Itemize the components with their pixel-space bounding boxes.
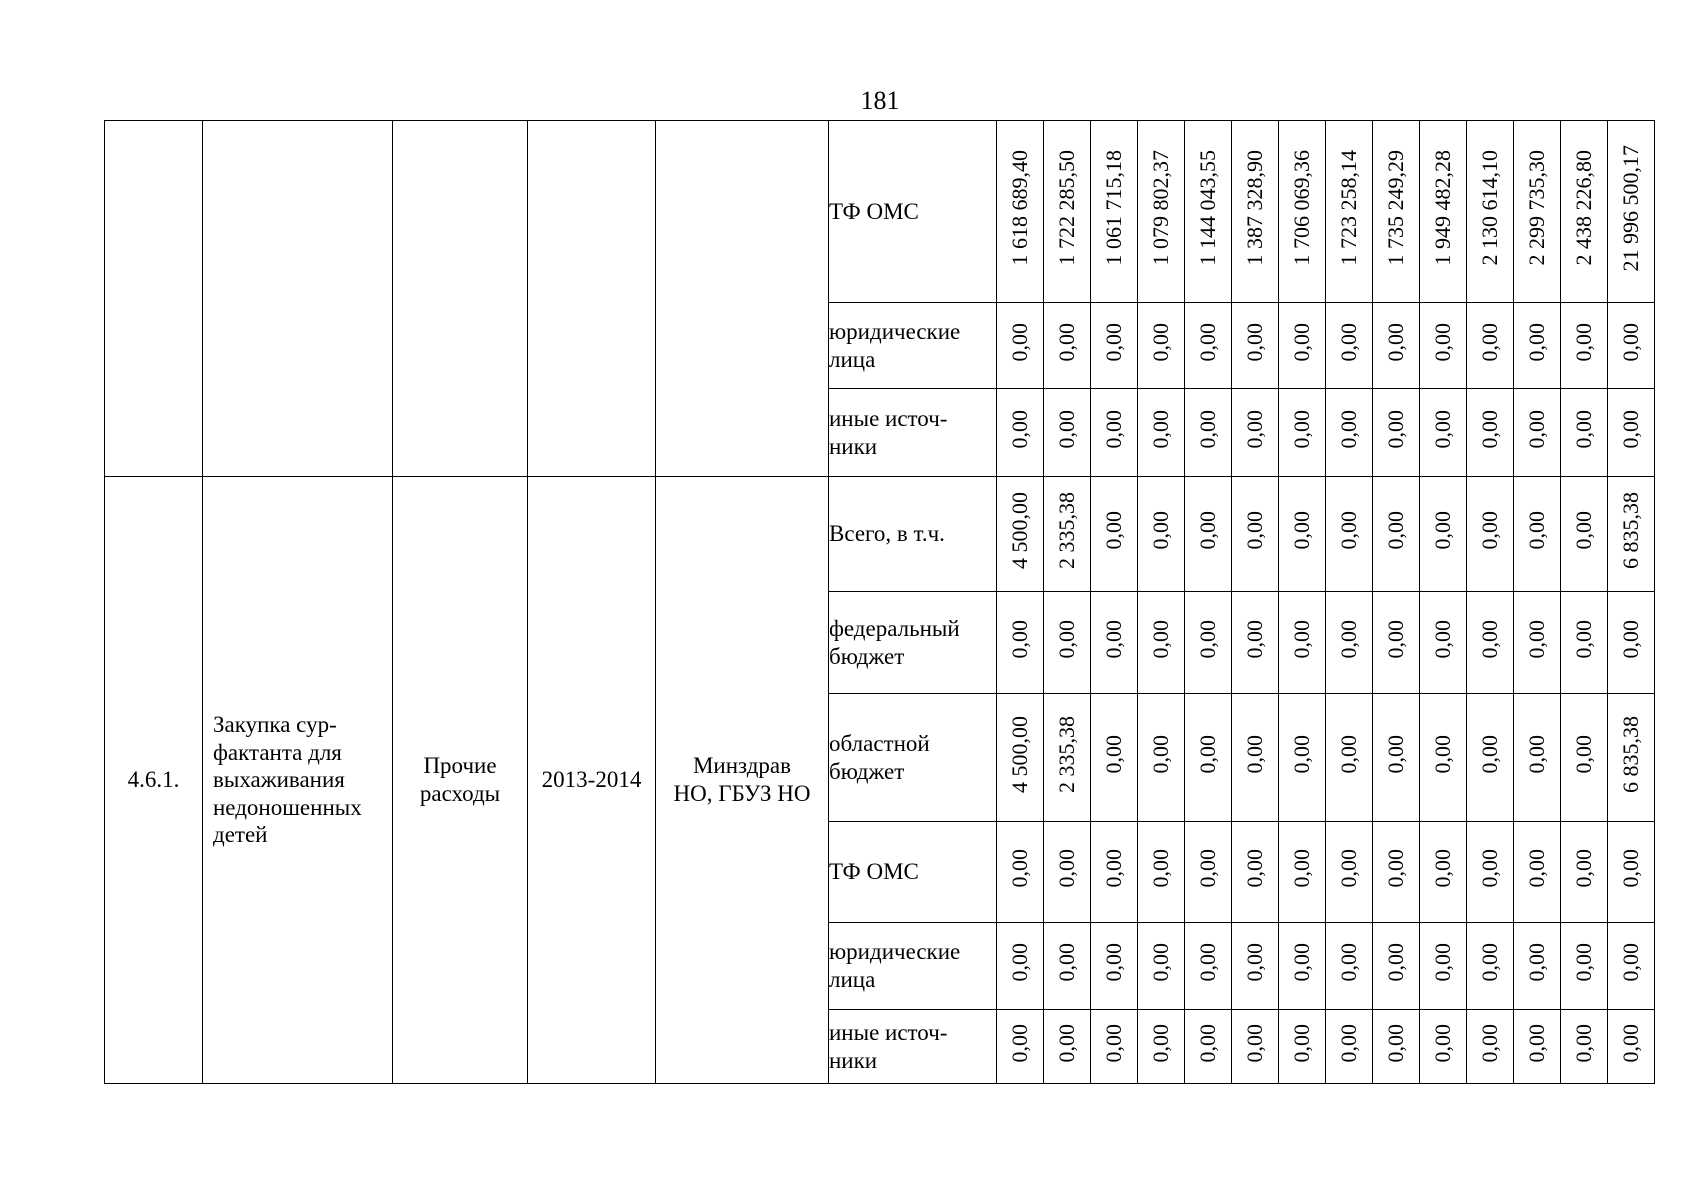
value-cell — [1467, 694, 1514, 822]
value-cell — [1185, 694, 1232, 822]
value-text: 0,00 — [1618, 849, 1643, 888]
value-text: 0,00 — [1242, 943, 1267, 982]
value-text: 2 438 226,80 — [1571, 150, 1596, 266]
value-cell — [1326, 822, 1373, 923]
value-cell — [1232, 694, 1279, 822]
value-text: 0,00 — [1289, 511, 1314, 550]
value-cell — [1514, 389, 1561, 477]
value-text: 0,00 — [1054, 1023, 1079, 1063]
value-text: 4 500,00 — [1007, 492, 1032, 570]
value-text: 0,00 — [1101, 1023, 1126, 1063]
value-cell — [1608, 477, 1655, 592]
value-cell — [1232, 477, 1279, 592]
value-cell — [1279, 923, 1326, 1010]
value-cell — [1185, 822, 1232, 923]
value-cell — [1467, 121, 1514, 303]
value-cell — [1467, 1010, 1514, 1084]
value-cell — [1561, 477, 1608, 592]
value-cell — [1185, 303, 1232, 389]
value-text: 0,00 — [1054, 619, 1079, 659]
funding-source — [829, 477, 997, 592]
value-cell — [997, 694, 1044, 822]
value-text: 0,00 — [1054, 409, 1079, 449]
value-text: 0,00 — [1383, 734, 1408, 774]
value-text: 0,00 — [1524, 409, 1549, 449]
value-cell — [1138, 303, 1185, 389]
value-cell — [1420, 389, 1467, 477]
value-cell — [1608, 303, 1655, 389]
value-text: 0,00 — [1195, 734, 1220, 774]
value-cell — [1185, 389, 1232, 477]
value-text: 2 335,38 — [1054, 492, 1079, 570]
value-text: 0,00 — [1148, 322, 1173, 362]
funding-source — [829, 923, 997, 1010]
empty-cell — [528, 121, 656, 477]
value-cell — [1279, 389, 1326, 477]
value-cell — [1467, 822, 1514, 923]
value-text: 6 835,38 — [1618, 492, 1643, 570]
value-cell — [1138, 121, 1185, 303]
value-cell — [1326, 121, 1373, 303]
value-text: 0,00 — [1524, 619, 1549, 659]
value-text: 0,00 — [1477, 322, 1502, 362]
item-name — [203, 477, 393, 1084]
value-text: 2 335,38 — [1054, 715, 1079, 793]
value-text: 0,00 — [1101, 322, 1126, 362]
value-text: 0,00 — [1336, 511, 1361, 550]
value-cell — [1232, 592, 1279, 694]
value-cell — [1420, 303, 1467, 389]
value-cell — [1326, 477, 1373, 592]
value-cell — [1373, 477, 1420, 592]
page-number: 181 — [860, 86, 900, 115]
value-cell — [1608, 694, 1655, 822]
value-text: 0,00 — [1618, 943, 1643, 982]
value-text: 0,00 — [1195, 1023, 1220, 1063]
value-text: 0,00 — [1571, 1023, 1596, 1063]
value-text: 1 722 285,50 — [1054, 150, 1079, 266]
value-text: 0,00 — [1242, 1023, 1267, 1063]
funding-source-label: ТФ ОМС — [829, 198, 919, 224]
value-text: 0,00 — [1242, 734, 1267, 774]
funding-source — [829, 1010, 997, 1084]
value-cell — [1420, 592, 1467, 694]
value-text: 1 706 069,36 — [1289, 150, 1314, 266]
value-cell — [1420, 822, 1467, 923]
value-cell — [1232, 1010, 1279, 1084]
value-cell — [1608, 923, 1655, 1010]
value-cell — [1138, 1010, 1185, 1084]
value-cell — [1514, 121, 1561, 303]
value-text: 0,00 — [1477, 511, 1502, 550]
value-text: 0,00 — [1383, 409, 1408, 449]
value-cell — [1091, 477, 1138, 592]
item-name-text: Закупка сур- фактанта для выхаживания недоношенных детей — [213, 712, 362, 848]
value-text: 0,00 — [1289, 619, 1314, 659]
executor — [656, 477, 829, 1084]
value-cell — [1420, 694, 1467, 822]
value-text: 0,00 — [1571, 409, 1596, 449]
value-text: 0,00 — [1618, 619, 1643, 659]
value-cell — [1279, 822, 1326, 923]
value-text: 0,00 — [1430, 322, 1455, 362]
value-text: 0,00 — [1007, 619, 1032, 659]
value-text: 0,00 — [1336, 322, 1361, 362]
value-cell — [1373, 303, 1420, 389]
value-text: 0,00 — [1430, 409, 1455, 449]
value-cell — [1091, 592, 1138, 694]
value-text: 0,00 — [1477, 619, 1502, 659]
value-cell — [1091, 1010, 1138, 1084]
value-text: 0,00 — [1101, 943, 1126, 982]
value-text: 0,00 — [1195, 849, 1220, 888]
value-cell — [997, 389, 1044, 477]
table-row — [105, 121, 1655, 303]
value-text: 2 299 735,30 — [1524, 150, 1549, 266]
value-cell — [1561, 822, 1608, 923]
value-cell — [1232, 389, 1279, 477]
value-cell — [1232, 121, 1279, 303]
value-cell — [1608, 592, 1655, 694]
value-text: 1 387 328,90 — [1242, 150, 1267, 266]
value-text: 0,00 — [1054, 849, 1079, 888]
value-cell — [1138, 592, 1185, 694]
value-cell — [1373, 592, 1420, 694]
value-cell — [1326, 694, 1373, 822]
value-text: 0,00 — [1430, 619, 1455, 659]
value-text: 0,00 — [1430, 943, 1455, 982]
value-cell — [1373, 694, 1420, 822]
value-cell — [1420, 923, 1467, 1010]
expense-type — [393, 477, 528, 1084]
value-text: 0,00 — [1242, 619, 1267, 659]
value-cell — [1561, 694, 1608, 822]
value-text: 0,00 — [1430, 1023, 1455, 1063]
value-cell — [1279, 592, 1326, 694]
value-text: 0,00 — [1148, 511, 1173, 550]
value-text: 0,00 — [1477, 943, 1502, 982]
value-text: 0,00 — [1336, 849, 1361, 888]
funding-source-label: юридические лица — [829, 318, 961, 372]
value-text: 0,00 — [1101, 409, 1126, 449]
value-text: 1 735 249,29 — [1383, 150, 1408, 266]
value-text: 0,00 — [1524, 849, 1549, 888]
value-cell — [997, 923, 1044, 1010]
value-text: 0,00 — [1430, 734, 1455, 774]
value-text: 0,00 — [1007, 322, 1032, 362]
value-cell — [1185, 923, 1232, 1010]
funding-source-label: иные источ- ники — [829, 405, 948, 459]
value-text: 0,00 — [1195, 619, 1220, 659]
funding-source — [829, 822, 997, 923]
executor-text: Минздрав НО, ГБУЗ НО — [673, 753, 811, 806]
value-text: 0,00 — [1430, 511, 1455, 550]
value-text: 0,00 — [1336, 1023, 1361, 1063]
value-text: 0,00 — [1618, 409, 1643, 449]
value-cell — [1091, 694, 1138, 822]
value-text: 0,00 — [1524, 734, 1549, 774]
value-text: 0,00 — [1336, 943, 1361, 982]
value-cell — [1561, 923, 1608, 1010]
funding-source-label: иные источ- ники — [829, 1019, 948, 1073]
value-text: 1 618 689,40 — [1007, 150, 1032, 266]
expense-type-text: Прочие расходы — [419, 753, 501, 806]
value-cell — [1044, 923, 1091, 1010]
value-text: 4 500,00 — [1007, 715, 1032, 793]
funding-source-label: юридические лица — [829, 939, 961, 992]
value-text: 0,00 — [1148, 409, 1173, 449]
table-row — [105, 477, 1655, 592]
value-cell — [1608, 822, 1655, 923]
value-text: 0,00 — [1336, 619, 1361, 659]
funding-source — [829, 303, 997, 389]
value-cell — [1091, 121, 1138, 303]
value-cell — [1514, 477, 1561, 592]
value-text: 0,00 — [1289, 322, 1314, 362]
funding-source-label: Всего, в т.ч. — [829, 521, 945, 547]
value-cell — [1373, 923, 1420, 1010]
value-text: 0,00 — [1289, 943, 1314, 982]
value-text: 0,00 — [1477, 734, 1502, 774]
value-cell — [1091, 923, 1138, 1010]
value-text: 0,00 — [1289, 849, 1314, 888]
value-cell — [1185, 592, 1232, 694]
period-text: 2013-2014 — [541, 767, 642, 793]
value-text: 0,00 — [1571, 619, 1596, 659]
value-cell — [1467, 389, 1514, 477]
value-text: 0,00 — [1148, 619, 1173, 659]
value-text: 0,00 — [1195, 409, 1220, 449]
value-text: 0,00 — [1571, 511, 1596, 550]
value-cell — [1232, 822, 1279, 923]
value-cell — [1044, 592, 1091, 694]
value-text: 1 723 258,14 — [1336, 150, 1361, 266]
value-text: 0,00 — [1195, 511, 1220, 550]
value-cell — [1044, 1010, 1091, 1084]
budget-table — [104, 120, 1655, 1084]
value-cell — [997, 1010, 1044, 1084]
value-text: 0,00 — [1101, 619, 1126, 659]
value-cell — [1185, 121, 1232, 303]
value-text: 0,00 — [1195, 943, 1220, 982]
value-cell — [1420, 477, 1467, 592]
value-text: 0,00 — [1618, 322, 1643, 362]
value-cell — [1420, 1010, 1467, 1084]
value-cell — [1044, 303, 1091, 389]
value-cell — [1514, 303, 1561, 389]
value-cell — [997, 822, 1044, 923]
value-text: 2 130 614,10 — [1477, 150, 1502, 266]
value-text: 0,00 — [1383, 511, 1408, 550]
value-cell — [1279, 477, 1326, 592]
value-text: 0,00 — [1430, 849, 1455, 888]
value-cell — [1514, 923, 1561, 1010]
value-text: 1 949 482,28 — [1430, 150, 1455, 266]
value-text: 0,00 — [1242, 322, 1267, 362]
value-text: 0,00 — [1101, 849, 1126, 888]
value-text: 0,00 — [1383, 849, 1408, 888]
value-cell — [1326, 1010, 1373, 1084]
value-text: 0,00 — [1242, 511, 1267, 550]
value-cell — [1044, 694, 1091, 822]
value-cell — [997, 303, 1044, 389]
value-cell — [1608, 121, 1655, 303]
value-text: 0,00 — [1336, 734, 1361, 774]
value-cell — [1608, 1010, 1655, 1084]
value-text: 0,00 — [1524, 1023, 1549, 1063]
value-text: 0,00 — [1242, 849, 1267, 888]
value-text: 0,00 — [1571, 943, 1596, 982]
value-text: 0,00 — [1383, 943, 1408, 982]
value-cell — [1044, 389, 1091, 477]
value-cell — [1279, 694, 1326, 822]
value-cell — [1091, 822, 1138, 923]
empty-cell — [203, 121, 393, 477]
funding-source — [829, 694, 997, 822]
value-text: 0,00 — [1618, 1023, 1643, 1063]
value-cell — [1467, 303, 1514, 389]
value-text: 0,00 — [1477, 409, 1502, 449]
value-cell — [1561, 303, 1608, 389]
value-cell — [1326, 592, 1373, 694]
value-text: 0,00 — [1007, 409, 1032, 449]
value-cell — [1514, 592, 1561, 694]
value-cell — [1185, 1010, 1232, 1084]
value-text: 0,00 — [1195, 322, 1220, 362]
value-cell — [1561, 592, 1608, 694]
value-cell — [1326, 389, 1373, 477]
value-cell — [1373, 1010, 1420, 1084]
value-text: 0,00 — [1571, 849, 1596, 888]
value-text: 1 061 715,18 — [1101, 150, 1126, 266]
value-text: 0,00 — [1054, 943, 1079, 982]
empty-cell — [393, 121, 528, 477]
value-text: 21 996 500,17 — [1618, 144, 1643, 272]
value-text: 0,00 — [1383, 1023, 1408, 1063]
value-text: 1 079 802,37 — [1148, 150, 1173, 266]
value-text: 0,00 — [1524, 511, 1549, 550]
value-cell — [1514, 694, 1561, 822]
value-text: 0,00 — [1054, 322, 1079, 362]
value-text: 0,00 — [1007, 943, 1032, 982]
value-cell — [1608, 389, 1655, 477]
value-text: 0,00 — [1477, 849, 1502, 888]
value-cell — [1514, 822, 1561, 923]
value-cell — [1279, 1010, 1326, 1084]
value-cell — [1185, 477, 1232, 592]
value-text: 0,00 — [1289, 409, 1314, 449]
value-cell — [1373, 822, 1420, 923]
value-text: 0,00 — [1477, 1023, 1502, 1063]
value-text: 0,00 — [1383, 322, 1408, 362]
value-cell — [1091, 303, 1138, 389]
value-cell — [1561, 1010, 1608, 1084]
value-cell — [1561, 389, 1608, 477]
value-text: 0,00 — [1242, 409, 1267, 449]
value-cell — [1514, 1010, 1561, 1084]
value-cell — [1044, 477, 1091, 592]
value-text: 0,00 — [1524, 322, 1549, 362]
value-cell — [1138, 389, 1185, 477]
value-cell — [1326, 923, 1373, 1010]
value-cell — [1232, 923, 1279, 1010]
empty-cell — [656, 121, 829, 477]
funding-source — [829, 389, 997, 477]
value-text: 0,00 — [1289, 734, 1314, 774]
value-text: 6 835,38 — [1618, 715, 1643, 793]
funding-source-label: областной бюджет — [829, 730, 930, 784]
funding-source — [829, 121, 997, 303]
value-text: 0,00 — [1101, 511, 1126, 550]
value-text: 0,00 — [1007, 1023, 1032, 1063]
value-cell — [1326, 303, 1373, 389]
value-cell — [1467, 592, 1514, 694]
value-cell — [1420, 121, 1467, 303]
value-text: 0,00 — [1007, 849, 1032, 888]
value-cell — [1373, 121, 1420, 303]
value-text: 0,00 — [1524, 943, 1549, 982]
funding-source — [829, 592, 997, 694]
value-cell — [1044, 121, 1091, 303]
value-cell — [1044, 822, 1091, 923]
value-cell — [1279, 121, 1326, 303]
item-number-text: 4.6.1. — [127, 767, 180, 793]
value-cell — [1561, 121, 1608, 303]
empty-cell — [105, 121, 203, 477]
value-cell — [1138, 923, 1185, 1010]
value-text: 0,00 — [1336, 409, 1361, 449]
funding-source-label: ТФ ОМС — [829, 859, 919, 885]
value-cell — [1467, 477, 1514, 592]
value-cell — [1138, 822, 1185, 923]
value-text: 0,00 — [1148, 734, 1173, 774]
value-text: 1 144 043,55 — [1195, 150, 1220, 266]
value-cell — [1279, 303, 1326, 389]
value-text: 0,00 — [1148, 943, 1173, 982]
value-text: 0,00 — [1101, 734, 1126, 774]
period — [528, 477, 656, 1084]
value-cell — [1232, 303, 1279, 389]
value-cell — [997, 592, 1044, 694]
value-cell — [1138, 694, 1185, 822]
value-cell — [1373, 389, 1420, 477]
funding-source-label: федеральный бюджет — [829, 615, 960, 669]
value-text: 0,00 — [1289, 1023, 1314, 1063]
value-text: 0,00 — [1571, 322, 1596, 362]
value-text: 0,00 — [1571, 734, 1596, 774]
value-text: 0,00 — [1383, 619, 1408, 659]
value-cell — [1091, 389, 1138, 477]
value-cell — [997, 121, 1044, 303]
value-cell — [1467, 923, 1514, 1010]
value-text: 0,00 — [1148, 849, 1173, 888]
item-number — [105, 477, 203, 1084]
value-text: 0,00 — [1148, 1023, 1173, 1063]
value-cell — [997, 477, 1044, 592]
value-cell — [1138, 477, 1185, 592]
